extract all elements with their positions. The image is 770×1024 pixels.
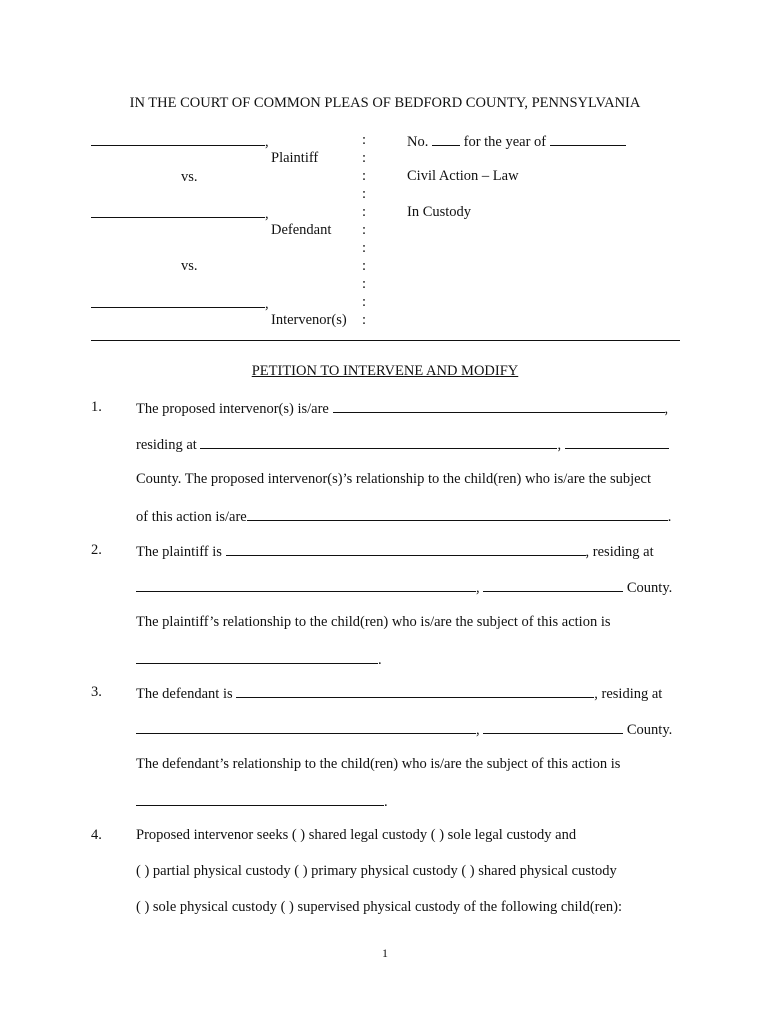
p4-line1: Proposed intervenor seeks ( ) shared legal custody ( ) sole legal custody and [136, 827, 577, 843]
intervenor-label: Intervenor(s) [271, 312, 347, 328]
p3-line4 [136, 792, 388, 810]
docket-number-field [407, 132, 626, 150]
plaintiff-county-blank[interactable] [483, 578, 623, 592]
plaintiff-label: Plaintiff [271, 150, 319, 166]
plaintiff-relationship-blank[interactable] [136, 650, 378, 664]
p1-period: . [667, 509, 672, 525]
year-label: for the year of [463, 134, 547, 150]
p3-defendant-label: The defendant is [136, 686, 233, 702]
caption-divider [91, 340, 680, 341]
intervenor-names-blank[interactable] [333, 399, 665, 413]
p1-line4 [136, 507, 671, 525]
caption-colon: : [362, 222, 367, 238]
intervenor-name-field[interactable] [91, 294, 269, 312]
caption-comma: , [265, 296, 269, 312]
p1-comma: , [557, 437, 562, 453]
paragraph-number: 2. [91, 542, 102, 558]
p4-line3: ( ) sole physical custody ( ) supervised physical custody of the following child(ren): [136, 899, 623, 915]
caption-colon: : [362, 204, 367, 220]
p1-comma: , [664, 401, 669, 417]
plaintiff-address-blank[interactable] [136, 578, 476, 592]
caption-colon: : [362, 168, 367, 184]
intervenor-county-blank[interactable] [565, 435, 669, 449]
p2-residing-label: , residing at [585, 544, 654, 560]
caption-colon: : [362, 240, 367, 256]
p2-comma: , [476, 580, 480, 596]
plaintiff-name-blank[interactable] [91, 132, 265, 146]
caption-colon: : [362, 186, 367, 202]
vs-label: vs. [181, 169, 198, 185]
p1-line3: County. The proposed intervenor(s)’s relationship to the child(ren) who is/are the subject [136, 471, 652, 487]
court-heading: IN THE COURT OF COMMON PLEAS OF BEDFORD COUNTY, PENNSYLVANIA [129, 95, 641, 111]
p2-line2 [136, 578, 672, 596]
p1-intervenor-label: The proposed intervenor(s) is/are [136, 401, 329, 417]
p3-county-label: County. [626, 722, 673, 738]
caption-colon: : [362, 150, 367, 166]
defendant-address-blank[interactable] [136, 720, 476, 734]
defendant-name-blank[interactable] [91, 204, 265, 218]
petition-title-text: PETITION TO INTERVENE AND MODIFY [251, 363, 519, 379]
p3-comma: , [476, 722, 480, 738]
p2-period: . [378, 652, 382, 668]
p3-line1 [136, 684, 662, 702]
p1-line2 [136, 435, 669, 453]
defendant-name-field[interactable] [91, 204, 269, 222]
page-number: 1 [382, 946, 388, 960]
civil-action-label: Civil Action – Law [407, 168, 519, 184]
plaintiff-name-field[interactable] [91, 132, 269, 150]
caption-colon: : [362, 294, 367, 310]
plaintiff-name-blank[interactable] [226, 542, 586, 556]
p4-line2: ( ) partial physical custody ( ) primary physical custody ( ) shared physical custody [136, 863, 617, 879]
caption-comma: , [265, 206, 269, 222]
caption-colon: : [362, 132, 367, 148]
p3-period: . [384, 794, 388, 810]
p1-relationship-label: of this action is/are [136, 509, 247, 525]
caption-colon: : [362, 276, 367, 292]
caption-comma: , [265, 134, 269, 150]
defendant-county-blank[interactable] [483, 720, 623, 734]
defendant-relationship-blank[interactable] [136, 792, 384, 806]
docket-number-blank[interactable] [432, 132, 460, 146]
p2-plaintiff-label: The plaintiff is [136, 544, 222, 560]
intervenor-address-blank[interactable] [200, 435, 557, 449]
petition-title [0, 363, 770, 379]
p2-county-label: County. [626, 580, 673, 596]
paragraph-number: 1. [91, 399, 102, 415]
paragraph-number: 4. [91, 827, 102, 843]
in-custody-label: In Custody [407, 204, 472, 220]
defendant-label: Defendant [271, 222, 332, 238]
p3-line2 [136, 720, 672, 738]
p3-line3: The defendant’s relationship to the child(ren) who is/are the subject of this action is [136, 756, 621, 772]
p1-residing-label: residing at [136, 437, 197, 453]
p2-line3: The plaintiff’s relationship to the child(ren) who is/are the subject of this action is [136, 614, 611, 630]
p3-residing-label: , residing at [594, 686, 663, 702]
p2-line4 [136, 650, 382, 668]
docket-no-label: No. [407, 134, 429, 150]
defendant-name-blank[interactable] [236, 684, 594, 698]
caption-colon: : [362, 312, 367, 328]
paragraph-number: 3. [91, 684, 102, 700]
caption-colon: : [362, 258, 367, 274]
intervenor-name-blank[interactable] [91, 294, 265, 308]
p2-line1 [136, 542, 654, 560]
docket-year-blank[interactable] [550, 132, 626, 146]
p1-line1 [136, 399, 668, 417]
vs-label: vs. [181, 258, 198, 274]
intervenor-relationship-blank[interactable] [247, 507, 668, 521]
